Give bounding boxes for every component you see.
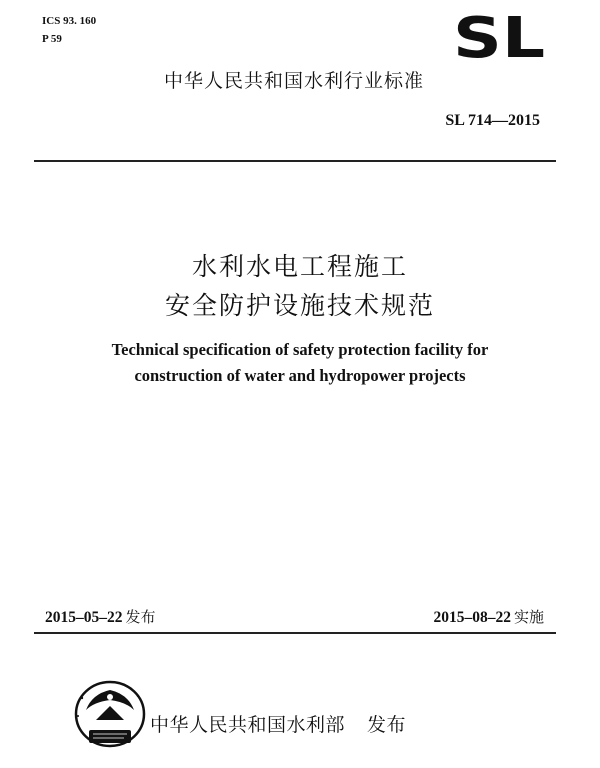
title-cn-line-1: 水利水电工程施工 (191, 252, 408, 281)
ministry-emblem-icon (72, 676, 148, 748)
implementation-label: 实施 (513, 608, 544, 626)
sl-logo-text: SL (453, 12, 545, 62)
implementation-date: 2015–08–22 (433, 609, 511, 626)
publisher-action: 发布 (367, 714, 407, 736)
title-en-line-1: Technical specification of safety protection facility for (111, 340, 489, 359)
title-cn-line-2: 安全防护设施技术规范 (164, 291, 435, 320)
implementation-date-line (433, 606, 544, 627)
issue-label: 发布 (125, 608, 156, 626)
standard-type: 中华人民共和国水利行业标准 (164, 70, 425, 92)
publisher-name: 中华人民共和国水利部 (150, 714, 346, 736)
classification-codes (42, 12, 96, 48)
publisher-line (150, 710, 406, 737)
bottom-divider (34, 632, 556, 634)
issue-date-line (45, 606, 156, 627)
ccs-code: P 59 (42, 33, 62, 45)
top-divider (34, 160, 556, 162)
issue-date: 2015–05–22 (45, 609, 123, 626)
standard-number: SL 714—2015 (445, 112, 540, 129)
ics-code: ICS 93. 160 (42, 15, 97, 27)
sl-logo-icon (452, 12, 546, 62)
title-en-line-2: construction of water and hydropower projects (134, 366, 466, 385)
